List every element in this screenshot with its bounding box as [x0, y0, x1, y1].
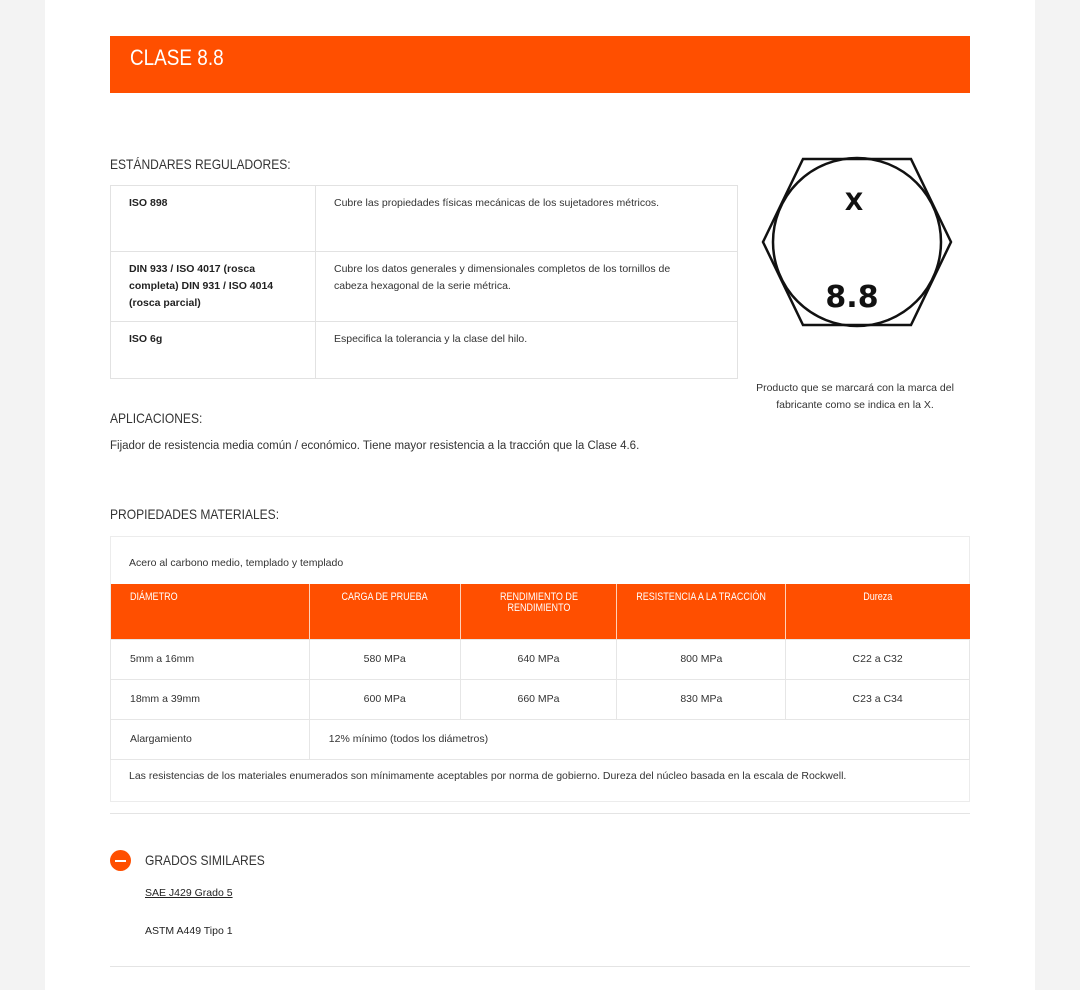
similar-grades-title[interactable]: GRADOS SIMILARES [145, 852, 265, 868]
materials-table [110, 584, 970, 760]
applications-title: APLICACIONES: [110, 410, 203, 426]
diameter-cell: 18mm a 39mm [111, 679, 310, 719]
grade-link-sae-j429[interactable]: SAE J429 Grado 5 [145, 887, 233, 899]
bolt-caption: Producto que se marcará con la marca del fabricante como se indica en la X. [756, 382, 954, 411]
elongation-value: 12% mínimo (todos los diámetros) [309, 719, 969, 759]
diameter-cell: 5mm a 16mm [111, 639, 310, 679]
standard-cell: ISO 898 [111, 186, 316, 252]
description-cell: Cubre los datos generales y dimensionales completos de los tornillos de cabeza hexagonal de la serie métrica. [316, 252, 738, 322]
manufacturer-mark: X [844, 188, 864, 216]
proof-load-cell: 580 MPa [309, 639, 460, 679]
divider [110, 966, 970, 967]
table-row [111, 252, 738, 322]
standards-title: ESTÁNDARES REGULADORES: [110, 156, 291, 172]
divider [110, 813, 970, 814]
minus-circle-icon[interactable] [110, 850, 131, 871]
tensile-cell: 800 MPa [617, 639, 786, 679]
grade-item-astm-a449: ASTM A449 Tipo 1 [145, 925, 233, 937]
table-row [111, 719, 970, 759]
table-row [111, 322, 738, 379]
description-cell: Cubre las propiedades físicas mecánicas de los sujetadores métricos. [316, 186, 738, 252]
table-row [111, 679, 970, 719]
materials-note: Las resistencias de los materiales enumerados son mínimamente aceptables por norma de gobierno. Dureza del núcleo basada en la escala de Rockwell. [129, 770, 847, 782]
hardness-cell: C22 a C32 [786, 639, 970, 679]
table-row [111, 639, 970, 679]
applications-text: Fijador de resistencia media común / económico. Tiene mayor resistencia a la tracción que la Clase 4.6. [110, 440, 640, 452]
yield-cell: 660 MPa [460, 679, 617, 719]
description-cell: Especifica la tolerancia y la clase del hilo. [316, 322, 738, 379]
elongation-label: Alargamiento [111, 719, 310, 759]
title-bar [110, 36, 970, 93]
yield-cell: 640 MPa [460, 639, 617, 679]
table-header-row [111, 584, 970, 639]
standard-cell: DIN 933 / ISO 4017 (rosca completa) DIN 931 / ISO 4014 (rosca parcial) [111, 252, 316, 322]
materials-box [110, 536, 970, 802]
tensile-cell: 830 MPa [617, 679, 786, 719]
materials-title: PROPIEDADES MATERIALES: [110, 506, 280, 522]
header-proof-load: CARGA DE PRUEBA [309, 584, 460, 639]
header-tensile: RESISTENCIA A LA TRACCIÓN [617, 584, 786, 639]
standard-cell: ISO 6g [111, 322, 316, 379]
page [45, 0, 1035, 990]
grade-mark: 8.8 [825, 280, 879, 315]
header-hardness: Dureza [786, 584, 970, 639]
page-title: CLASE 8.8 [130, 45, 224, 70]
table-row [111, 186, 738, 252]
standards-table [110, 185, 738, 379]
proof-load-cell: 600 MPa [309, 679, 460, 719]
bolt-head-marking-diagram [752, 154, 962, 330]
materials-subtitle: Acero al carbono medio, templado y templado [129, 557, 344, 569]
hardness-cell: C23 a C34 [786, 679, 970, 719]
header-yield: RENDIMIENTO DE RENDIMIENTO [460, 584, 617, 639]
header-diameter: DIÁMETRO [111, 584, 310, 639]
